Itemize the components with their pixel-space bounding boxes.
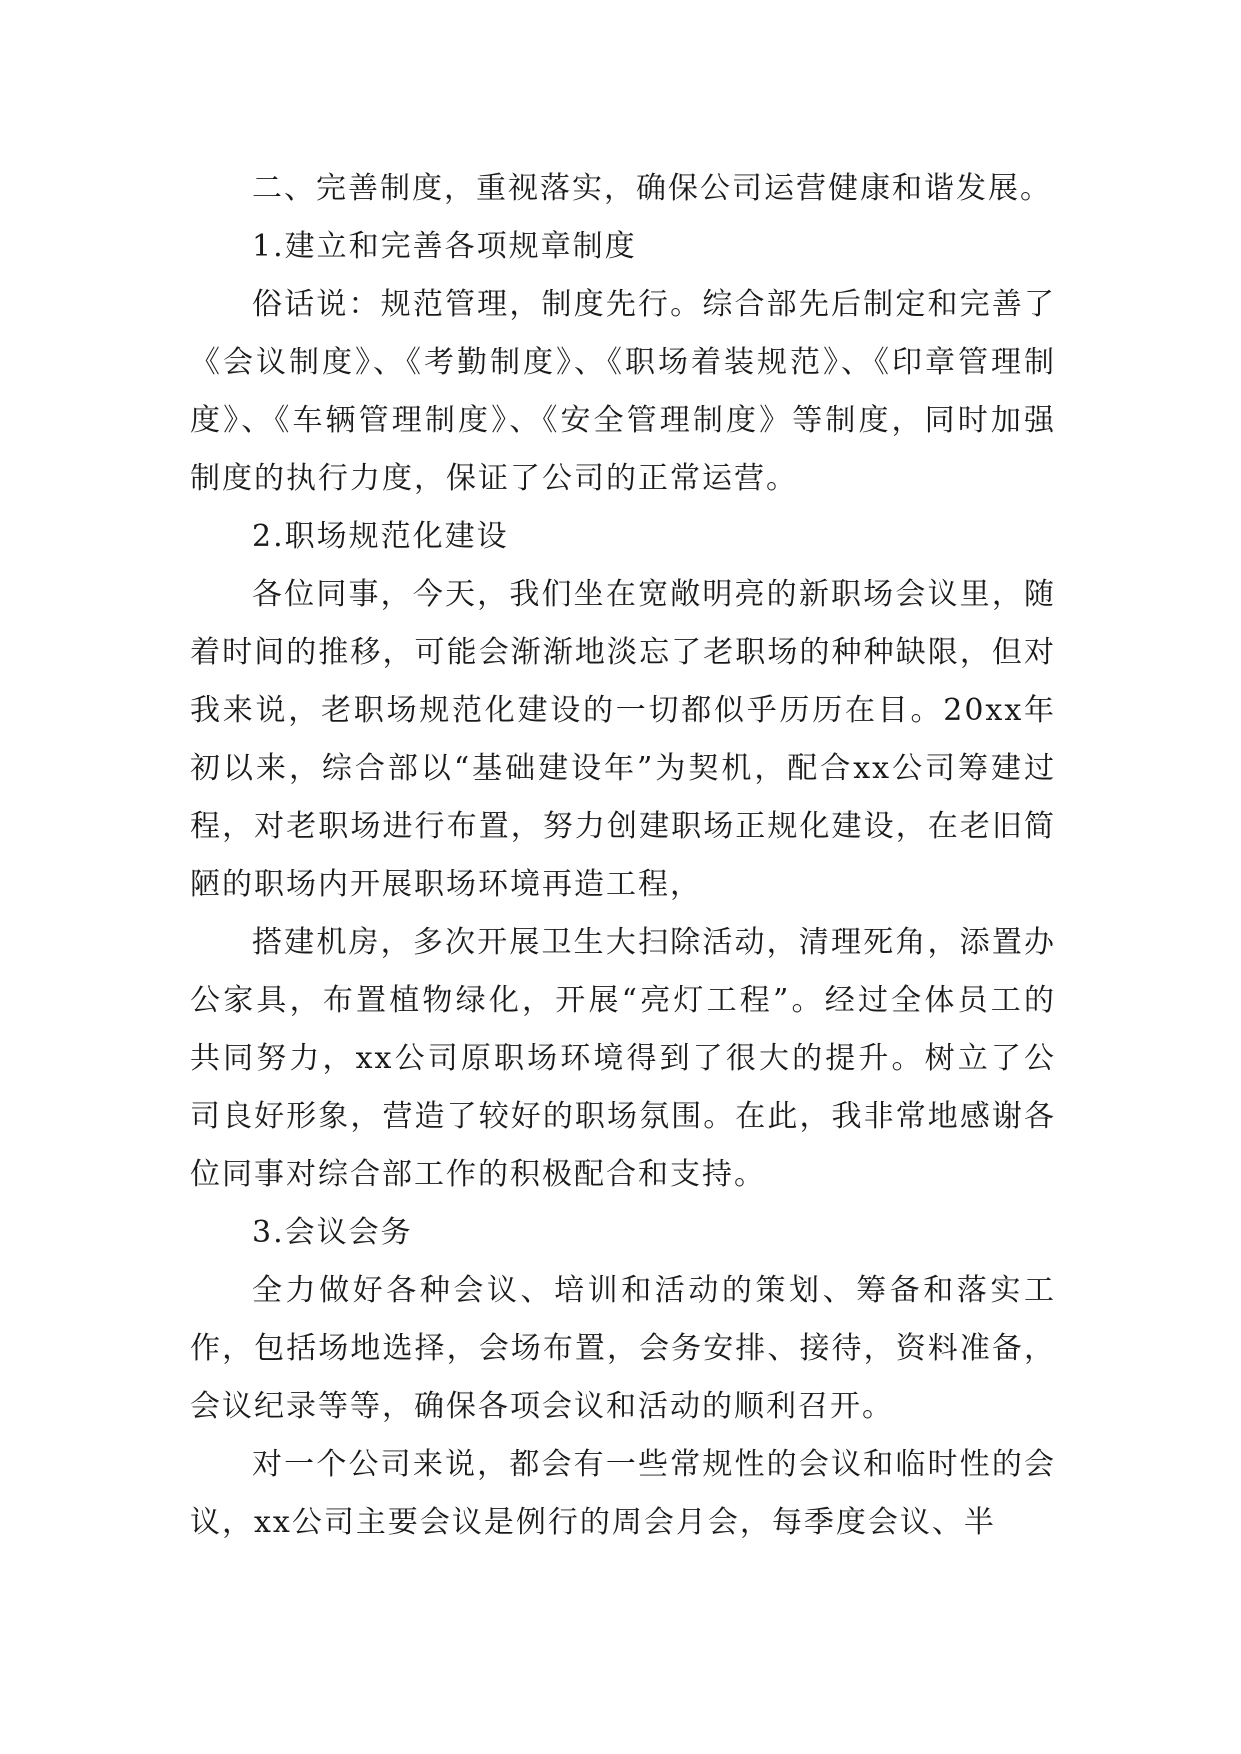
document-body <box>190 160 1056 1552</box>
subsection-heading-3: 3.会议会务 <box>252 1215 413 1250</box>
body-paragraph: 俗话说：规范管理，制度先行。综合部先后制定和完善了《会议制度》、《考勤制度》、《职场着装规范》、《印章管理制度》、《车辆管理制度》、《安全管理制度》等制度，同时加强制度的执行力度，保证了公司的正常运营。 <box>190 287 1056 496</box>
body-paragraph: 对一个公司来说，都会有一些常规性的会议和临时性的会议，xx公司主要会议是例行的周会月会，每季度会议、半 <box>190 1447 1056 1540</box>
body-paragraph: 搭建机房，多次开展卫生大扫除活动，清理死角，添置办公家具，布置植物绿化，开展“亮灯工程”。经过全体员工的共同努力，xx公司原职场环境得到了很大的提升。树立了公司良好形象，营造了较好的职场氛围。在此，我非常地感谢各位同事对综合部工作的积极配合和支持。 <box>190 925 1056 1192</box>
section-heading: 二、完善制度，重视落实，确保公司运营健康和谐发展。 <box>252 171 1052 206</box>
subsection-heading-1: 1.建立和完善各项规章制度 <box>252 229 637 264</box>
subsection-heading-2: 2.职场规范化建设 <box>252 519 509 554</box>
body-paragraph: 各位同事，今天，我们坐在宽敞明亮的新职场会议里，随着时间的推移，可能会渐渐地淡忘了老职场的种种缺限，但对我来说，老职场规范化建设的一切都似乎历历在目。20xx年初以来，综合部以“基础建设年”为契机，配合xx公司筹建过程，对老职场进行布置，努力创建职场正规化建设，在老旧简陋的职场内开展职场环境再造工程， <box>190 577 1056 902</box>
body-paragraph: 全力做好各种会议、培训和活动的策划、筹备和落实工作，包括场地选择，会场布置，会务安排、接待，资料准备，会议纪录等等，确保各项会议和活动的顺利召开。 <box>190 1273 1056 1424</box>
